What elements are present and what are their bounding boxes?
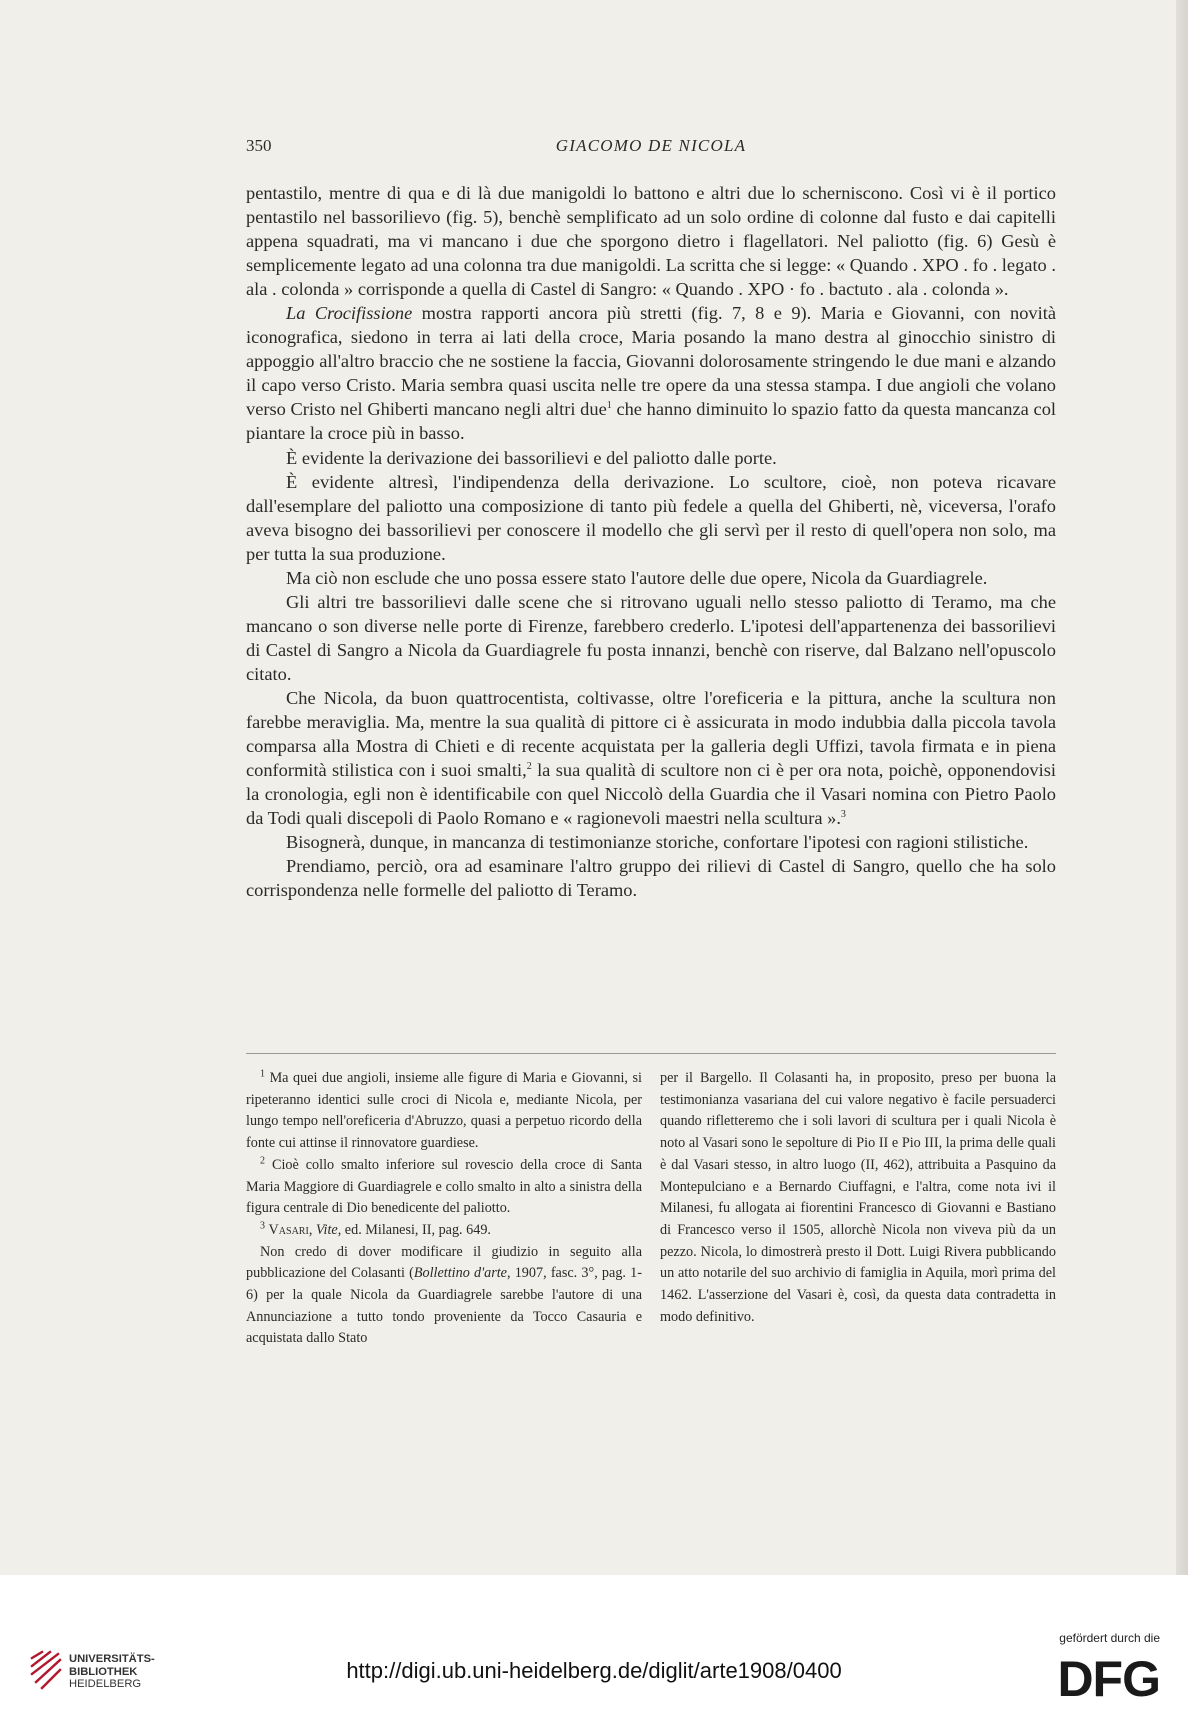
paragraph: Bisognerà, dunque, in mancanza di testimonianze storiche, confortare l'ipotesi con ragioni stilistiche. xyxy=(286,832,1029,853)
footnote: $^2$ Cioè collo smalto inferiore sul rovescio della croce di Santa Maria Maggiore di Guardiagrele e collo smalto in alto a sinistra della figura centrale di Dio benedicente del paliotto. xyxy=(246,1155,643,1217)
paragraph: La Crocifissione mostra rapporti ancora più stretti (fig. 7, 8 e 9). Maria e Giovanni, con novità iconografica, siedono in terra ai lati della croce, Maria posando la mano destra al ginocchio sinistro di appoggio all'altro braccio che ne sostiene la faccia, Giovanni dolorosamente stringendo le due mani e alzando il capo verso Cristo. Maria sembra quasi uscita nelle tre opere da una stessa stampa. I due angioli che volano verso Cristo nel Ghiberti mancano negli altri due$^1$ che hanno diminuito lo spazio fatto da questa mancanza col piantare la croce più in basso. xyxy=(246,303,1056,444)
page-header xyxy=(246,136,1056,162)
paragraph: Prendiamo, perciò, ora ad esaminare l'altro gruppo dei rilievi di Castel di Sangro, quello che ha solo corrispondenza nelle formelle del paliotto di Teramo. xyxy=(246,856,1056,901)
footnotes xyxy=(246,1068,1056,1350)
footnote-ref: 3 xyxy=(840,809,846,821)
footnote-column-left xyxy=(246,1068,642,1350)
main-text xyxy=(246,181,1056,902)
footnote-separator xyxy=(246,1053,1056,1054)
paragraph: È evidente altresì, l'indipendenza della derivazione. Lo scultore, cioè, non poteva ricavare dall'esemplare del paliotto una composizione di tanto più fedele a quella del Ghiberti, nè, viceversa, l'orafo aveva bisogno dei bassorilievi per conoscere il modello che gli servì per il resto di quell'opera non solo, ma per tutta la sua produzione. xyxy=(246,471,1056,564)
paragraph: È evidente la derivazione dei bassorilievi e del paliotto dalle porte. xyxy=(286,447,777,468)
footnote-column-right xyxy=(660,1068,1056,1350)
dfg-logo: DFG xyxy=(1057,1651,1160,1707)
footnote: Non credo di dover modificare il giudizio in seguito alla pubblicazione del Colasanti (Bollettino d'arte, 1907, fasc. 3°, pag. 1-6) per la quale Nicola da Guardiagrele sarebbe l'autore di una Annunciazione a tutto tondo proveniente da Tocco Casauria e acquistata dallo Stato xyxy=(246,1243,642,1347)
paragraph: Ma ciò non esclude che uno possa essere stato l'autore delle due opere, Nicola da Guardiagrele. xyxy=(286,567,988,588)
running-title: GIACOMO DE NICOLA xyxy=(555,136,747,155)
section-title: La Crocifissione xyxy=(286,303,413,324)
paragraph: pentastilo, mentre di qua e di là due manigoldi lo battono e altri due lo scherniscono. Così vi è il portico pentastilo nel bassorilievo (fig. 5), benchè semplificato ad un solo ordine di colonne dal fusto e dai capitelli appena squadrati, ma vi mancano i due che sporgono dietro i flagellatori. Nel paliotto (fig. 6) Gesù è semplicemente legato ad una colonna tra due manigoldi. La scritta che si legge: « Quando . XPO . fo . legato . ala . colonda » corrisponde a quella di Castel di Sangro: « Quando . XPO · fo . bactuto . ala . colonda ». xyxy=(246,183,1056,300)
footer-bar xyxy=(0,1575,1188,1723)
library-name: UNIVERSITÄTS- BIBLIOTHEK HEIDELBERG xyxy=(69,1653,155,1690)
footnote-ref: 2 xyxy=(526,761,532,772)
permalink[interactable]: http://digi.ub.uni-heidelberg.de/diglit/arte1908/0400 xyxy=(346,1658,842,1683)
footnote: per il Bargello. Il Colasanti ha, in proposito, preso per buona la testimonianza vasariana del cui valore negativo è facile persuaderci quando rifletteremo che i soli lavori di scultura per i quali Nicola è noto al Vasari sono le sepolture di Pio II e Pio III, la prima delle quali è dal Vasari stesso, in altro luogo (II, 462), attribuita a Pasquino da Montepulciano e a Bernardo Ciuffagni, e l'altra, come nota ivi il Milanesi, fu allogata ai fiorentini Francesco di Giovanni e Bastiano di Francesco verso il 1505, allorchè Nicola non viveva più da un pezzo. Nicola, lo dimostrerà presto il Dott. Luigi Rivera pubblicando un atto notarile del suo archivio di famiglia in Aquila, morì prima del 1462. L'asserzione del Vasari è, così, da questa data contradetta in modo definitivo. xyxy=(660,1070,1056,1325)
funding-caption: gefördert durch die xyxy=(1059,1631,1160,1645)
paragraph: Gli altri tre bassorilievi dalle scene che si ritrovano uguali nello stesso paliotto di Teramo, ma che mancano o son diverse nelle porte di Firenze, farebbero crederlo. L'ipotesi dell'appartenenza dei bassorilievi di Castel di Sangro a Nicola da Guardiagrele fu posta innanzi, benchè con riserve, dal Balzano nell'opuscolo citato. xyxy=(246,591,1056,684)
footnote-ref: 1 xyxy=(606,400,612,412)
footnote: $^1$ Ma quei due angioli, insieme alle figure di Maria e Giovanni, si ripeteranno identici sulle croci di Nicola e, mediante Nicola, per lungo tempo nell'oreficeria d'Abruzzo, quasi a perpetuo ricordo della fonte cui attinse il rinnovatore guardiese. xyxy=(246,1068,642,1152)
page-edge xyxy=(1176,0,1188,1575)
footnote: $^3$ Vasari, Vite, ed. Milanesi, II, pag. 649. xyxy=(260,1220,491,1238)
page-number: 350 xyxy=(246,136,272,155)
paragraph: Che Nicola, da buon quattrocentista, coltivasse, oltre l'oreficeria e la pittura, anche la scultura non farebbe meraviglia. Ma, mentre la sua qualità di pittore ci è assicurata in modo indubbia dalla piccola tavola comparsa alla Mostra di Chieti e di recente acquistata per la galleria degli Uffizi, tavola firmata e in piena conformità stilistica con i suoi smalti,$^2$ la sua qualità di scultore non ci è per ora nota, poichè, opponendovisi la cronologia, egli non è identificabile con quel Niccolò della Guardia che il Vasari nomina con Pietro Paolo da Todi quali discepoli di Paolo Romano e « ragionevoli maestri nella scultura ».$^3$ xyxy=(246,687,1056,829)
